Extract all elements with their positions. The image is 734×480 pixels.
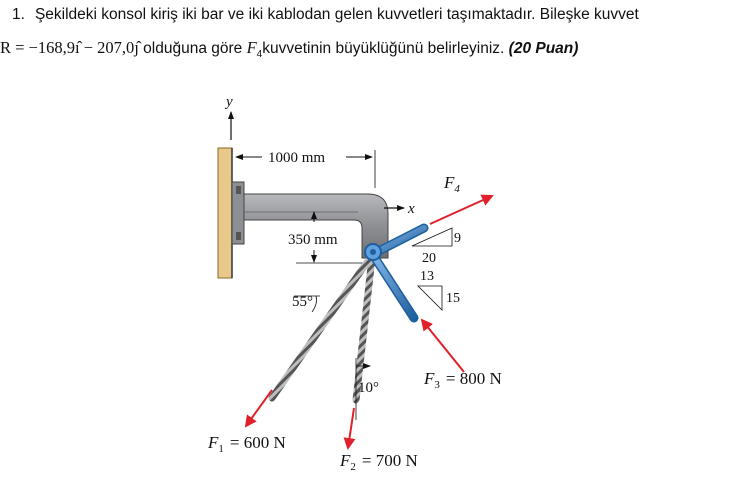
resultant-vector: −168,9ı̂ − 207,0ȷ̂ <box>28 38 139 57</box>
f2-arrow <box>348 408 354 448</box>
f1-angle-label: 55° <box>292 294 313 310</box>
f4-label: $F_4$ <box>444 173 460 195</box>
dim-height-label: 350 mm <box>288 232 338 248</box>
f4-slope-run: 20 <box>422 251 436 266</box>
f2-angle-label: 10° <box>358 380 379 396</box>
f3-slope-triangle <box>418 286 442 310</box>
f3-arrow <box>422 320 464 372</box>
f1-arrow <box>246 390 272 426</box>
force-symbol: F <box>246 38 257 57</box>
y-axis-label: y <box>226 94 233 110</box>
bracket-bolt-bottom <box>236 232 241 240</box>
force-subscript: 4 <box>256 49 263 61</box>
f3-label: $F_3 = 800$ N <box>424 369 502 391</box>
bracket-bolt-top <box>236 186 241 194</box>
points-label: (20 Puan) <box>508 40 579 57</box>
f3-slope-run: 13 <box>420 269 434 284</box>
x-axis-label: x <box>408 201 415 217</box>
f2-label: $F_2 = 700$ N <box>340 451 418 473</box>
wall <box>218 148 232 278</box>
resultant-prefix: R = <box>0 38 29 57</box>
f1-label: $F_1 = 600$ N <box>208 433 286 455</box>
f4-slope-rise: 9 <box>454 231 461 246</box>
pin-center <box>370 249 376 255</box>
question-text-line-1: Şekildeki konsol kiriş iki bar ve iki kablodan gelen kuvvetleri taşımaktadır. Bileşke kuvvet <box>34 6 639 23</box>
bar-f3 <box>375 258 414 318</box>
question-text-2a: olduğuna göre <box>138 40 247 57</box>
f4-arrow <box>430 196 492 224</box>
dim-length-label: 1000 mm <box>268 150 326 166</box>
f3-slope-rise: 15 <box>446 291 460 306</box>
question-text-2b: kuvvetinin büyüklüğünü belirleyiniz. <box>262 40 509 57</box>
question-number: 1. <box>12 6 25 23</box>
